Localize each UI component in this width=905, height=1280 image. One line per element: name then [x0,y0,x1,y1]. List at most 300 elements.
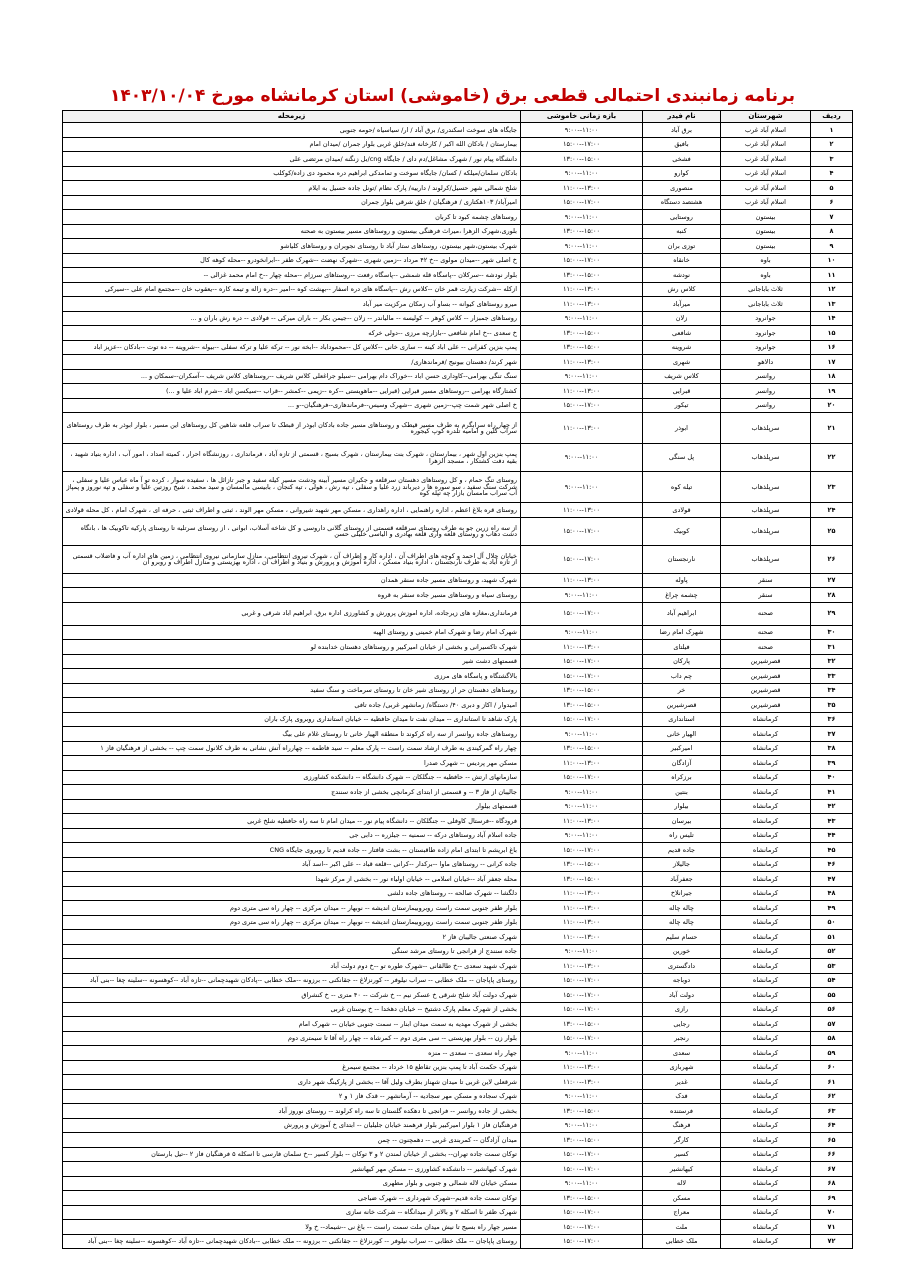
row-feeder: فیلتای [643,640,721,655]
row-feeder: قولادی [643,503,721,518]
table-row [63,340,853,355]
row-feeder: کوبیک [643,517,721,545]
row-time-range: ۱۱:۰۰--۱۳:۰۰ [521,915,643,930]
row-area: شهرک امام رضا و شهرک امام خمینی و روستای الهیه [63,625,521,640]
header-idx: ردیف [811,111,853,123]
table-row [63,195,853,210]
row-city: کرمانشاه [721,1089,811,1104]
table-row [63,930,853,945]
table-row [63,413,853,444]
row-city: کرمانشاه [721,1104,811,1119]
row-area: توکان سمت جاده قدیم--شهرک شهرداری -- شهرک ضیاجی [63,1191,521,1206]
row-index: ۴۱ [811,785,853,800]
row-feeder: الهیار خانی [643,727,721,742]
row-index: ۲۴ [811,503,853,518]
row-feeder: بیرسان [643,814,721,829]
row-time-range: ۱۳:۰۰--۱۵:۰۰ [521,224,643,239]
row-index: ۶ [811,195,853,210]
row-city: باوه [721,253,811,268]
row-area: خ سعدی --خ امام شافعی --بازارچه مرزی --دولی خرکه [63,326,521,341]
row-area: فرمانداری،مغازه های زیرجاده، اداره اموزش پرورش و کشاورزی اداره برق، ابراهیم اباد شرقی و غربی [63,602,521,625]
row-time-range: ۱۵:۰۰--۱۷:۰۰ [521,988,643,1003]
row-city: کرمانشاه [721,1046,811,1061]
row-time-range: ۱۵:۰۰--۱۷:۰۰ [521,1205,643,1220]
row-city: جوانرود [721,326,811,341]
row-city: کرمانشاه [721,988,811,1003]
row-feeder: بافیق [643,137,721,152]
row-time-range: ۱۵:۰۰--۱۷:۰۰ [521,253,643,268]
row-index: ۲ [811,137,853,152]
row-index: ۶۳ [811,1104,853,1119]
row-area: بلوری،شهرک الزهرا ،میراث فرهنگی بیستون و روستاهای مسیر بیستون به صحنه [63,224,521,239]
row-city: روانسر [721,369,811,384]
row-feeder: خر [643,683,721,698]
row-feeder: خانقاه [643,253,721,268]
table-row [63,369,853,384]
row-feeder: شافعی [643,326,721,341]
row-city: باوه [721,268,811,283]
table-row [63,444,853,472]
row-feeder: قبرایی [643,384,721,399]
row-feeder: خورین [643,944,721,959]
row-area: دانشگاه پیام نور / شهرک مشاغل/دم دای / جایگاه cng/بل زنگنه /میدان مرتضی علی [63,152,521,167]
row-index: ۲۸ [811,588,853,603]
table-row [63,872,853,887]
row-index: ۵ [811,181,853,196]
row-time-range: ۱۵:۰۰--۱۷:۰۰ [521,712,643,727]
row-feeder: لاله [643,1176,721,1191]
row-city: ثلاث باباجانی [721,282,811,297]
row-city: اسلام آباد غرب [721,152,811,167]
table-row [63,1176,853,1191]
row-time-range: ۱۳:۰۰--۱۵:۰۰ [521,741,643,756]
row-index: ۹ [811,239,853,254]
row-index: ۵۰ [811,915,853,930]
row-time-range: ۱۵:۰۰--۱۷:۰۰ [521,602,643,625]
table-row [63,669,853,684]
table-row [63,1118,853,1133]
row-area: توکان سمت جاده تهران-- بخشی از خیابان لمندن ۲ و ۳ توکان -- بلوار کسیر --خ سلمان فارسی تا اسکله ۵ فرهنگیان فاز ۲ --تیل بارستان [63,1147,521,1162]
row-area: بلوار نودشه --سرکلان --پاسگاه قله شمشی --پاسگاه رفعت --روستاهای سرزام --محله چهار --خ امام محمد غزالی -- [63,268,521,283]
row-feeder: روستایی [643,210,721,225]
row-area: روستاهای دهستان حر از روستای شیر خان تا روستای سرماخت و سنگ سفید [63,683,521,698]
table-row [63,1060,853,1075]
row-time-range: ۹:۰۰--۱۱:۰۰ [521,444,643,472]
table-row [63,799,853,814]
row-time-range: ۱۳:۰۰--۱۵:۰۰ [521,698,643,713]
row-time-range: ۱۵:۰۰--۱۷:۰۰ [521,1220,643,1235]
row-area: فرودگاه --فرستال کاوفلی -- جنگلکان -- دانشگاه پیام نور -- میدان امام تا سه راه حافظیه شلخ غربی [63,814,521,829]
row-area: جاده سنندج از قرانجی تا روستای مرشد سنگی [63,944,521,959]
row-index: ۳۵ [811,698,853,713]
row-feeder: پارکان [643,654,721,669]
table-row [63,137,853,152]
row-city: ثلاث باباجانی [721,297,811,312]
row-city: کرمانشاه [721,886,811,901]
row-index: ۴۳ [811,814,853,829]
row-index: ۳۱ [811,640,853,655]
row-feeder: پاوله [643,573,721,588]
row-area: محله جعفر آباد --خیابان اسلامی -- خیابان اولیاء نور -- بخشی از مرکز شهدا [63,872,521,887]
row-time-range: ۱۱:۰۰--۱۳:۰۰ [521,756,643,771]
table-row [63,384,853,399]
row-index: ۶۲ [811,1089,853,1104]
row-index: ۵۳ [811,959,853,974]
row-time-range: ۱۵:۰۰--۱۷:۰۰ [521,195,643,210]
row-time-range: ۱۵:۰۰--۱۷:۰۰ [521,654,643,669]
row-area: جهار راه سعدی -- سعدی -- منزه [63,1046,521,1061]
row-city: بیستون [721,224,811,239]
row-time-range: ۱۱:۰۰--۱۳:۰۰ [521,297,643,312]
table-row [63,588,853,603]
header-feeder: نام فیدر [643,111,721,123]
row-area: سنگ تنگی بهرامی--کاوداری حسن اباد --خوراک دام بهرامی --سیلو جراغعلی کلاس شریف --روستاهای کلاس شریف --آسکران--سمکان و ... [63,369,521,384]
row-index: ۱ [811,123,853,138]
row-feeder: برق آباد [643,123,721,138]
row-time-range: ۱۳:۰۰--۱۵:۰۰ [521,268,643,283]
row-feeder: مسکن [643,1191,721,1206]
row-area: بلوار ظفر جنوبی سمت راست روبروبیمارستان اندیشه -- نوبهار -- میدان مرکزی -- چهار راه سی متری دوم [63,915,521,930]
row-area: سازمانهای ارتش -- حافظیه -- جنگلکان -- شهرک دانشگاه -- دانشکده کشاورزی [63,770,521,785]
row-city: کرمانشاه [721,1075,811,1090]
row-feeder: استانداری [643,712,721,727]
row-area: امیدوار / اکاز و دبری ۴۰/ دستگاه/ زمانشهر غربی/ جاده تافی [63,698,521,713]
row-city: کرمانشاه [721,727,811,742]
row-feeder: ملت [643,1220,721,1235]
row-feeder: دادگستری [643,959,721,974]
table-row [63,517,853,545]
row-feeder: کیهانشیر [643,1162,721,1177]
row-city: کرمانشاه [721,944,811,959]
row-feeder: دولت آباد [643,988,721,1003]
row-time-range: ۹:۰۰--۱۱:۰۰ [521,210,643,225]
row-city: کرمانشاه [721,1234,811,1249]
row-time-range: ۱۵:۰۰--۱۷:۰۰ [521,1002,643,1017]
row-index: ۳۳ [811,669,853,684]
row-city: کرمانشاه [721,1133,811,1148]
row-city: کرمانشاه [721,799,811,814]
row-city: کرمانشاه [721,1118,811,1133]
row-area: مسیر جهار راه بسیج تا نیش میدان ملت سمت راست -- باغ نی --شیماد-- خ ولا [63,1220,521,1235]
table-row [63,573,853,588]
row-feeder: کنبه [643,224,721,239]
table-row [63,166,853,181]
row-city: قصرشیرین [721,698,811,713]
row-city: دالاهو [721,355,811,370]
row-index: ۵۲ [811,944,853,959]
row-area: پمپ بنزین کفرانی -- علی اباد کینه -- ساری خانی --کلاس کل --محموداباد --ابخه نور -- ترکه علیا و ترکه سفلی --بیوله --شروینه -- ده توت --بادکان --عزیز اباد [63,340,521,355]
table-row [63,311,853,326]
table-row [63,698,853,713]
row-time-range: ۱۱:۰۰--۱۳:۰۰ [521,181,643,196]
row-area: جایگاه های سوخت اسکندری/ برق آباد / ار/ سیاسیاه /حومه جنوبی [63,123,521,138]
row-feeder: تلیس راه [643,828,721,843]
table-row [63,326,853,341]
row-index: ۵۱ [811,930,853,945]
row-time-range: ۹:۰۰--۱۱:۰۰ [521,123,643,138]
row-area: ازکله --شرکت زیارت قمر خان --کلاس رش --پاسگاه های دره اسفار --بهشت کوه --امیر --دره زاله و تیمه کاره --یعقوب خان --مجتمع امام علی --سیرکی [63,282,521,297]
header-area: زیرمحله [63,111,521,123]
table-row [63,712,853,727]
table-row [63,602,853,625]
row-city: سرپلذهاب [721,472,811,503]
row-time-range: ۹:۰۰--۱۱:۰۰ [521,828,643,843]
table-row [63,1089,853,1104]
row-index: ۴۲ [811,799,853,814]
row-time-range: ۹:۰۰--۱۱:۰۰ [521,625,643,640]
row-feeder: معراج [643,1205,721,1220]
row-time-range: ۱۵:۰۰--۱۷:۰۰ [521,1147,643,1162]
row-feeder: رازی [643,1002,721,1017]
table-row [63,1220,853,1235]
row-index: ۲۶ [811,545,853,573]
row-index: ۶۱ [811,1075,853,1090]
row-city: اسلام آباد غرب [721,195,811,210]
row-time-range: ۱۵:۰۰--۱۷:۰۰ [521,398,643,413]
row-area: پمپ بنزین اول شهر ، بیمارستان ، شهرک بنت بیمارستان ، شهرک بسیج ، قسمتی از تازه آباد ، فرمانداری ، روزنشگاه احرار ، کمیته امداد ، امور آب ، اداره بنیاد شهید ، بقیه دفت کشتکار ، مسجد الزهرا [63,444,521,472]
row-area: شلخ شمالی شهر حسیل/کرلوند / دارییه/ پارک نظام /تونل جاده حسیل به ایلام [63,181,521,196]
row-feeder: چم داب [643,669,721,684]
row-index: ۴۹ [811,901,853,916]
table-row [63,1133,853,1148]
row-time-range: ۱۳:۰۰--۱۵:۰۰ [521,1133,643,1148]
row-index: ۲۰ [811,398,853,413]
row-area: شهرک تاکسیرانی و بخشی از خیابان امیرکبیر و روستاهای دهستان خدابنده لو [63,640,521,655]
row-area: شرقعلی لاین غربی تا میدان شهناز بطرف ولیل آقا -- بخشی از پارکینگ شهر داری [63,1075,521,1090]
row-time-range: ۹:۰۰--۱۱:۰۰ [521,1118,643,1133]
row-feeder: کلاس رش [643,282,721,297]
row-city: سنقر [721,588,811,603]
row-time-range: ۱۱:۰۰--۱۳:۰۰ [521,930,643,945]
row-area: بیمارستان / بادکان الله اکبر / کارخانه قند/خلق غربی بلوار جمران /میدان امام [63,137,521,152]
row-feeder: تیله کوه [643,472,721,503]
row-time-range: ۹:۰۰--۱۱:۰۰ [521,1089,643,1104]
row-feeder: تیکور [643,398,721,413]
row-feeder: ملک خطابی [643,1234,721,1249]
row-time-range: ۹:۰۰--۱۱:۰۰ [521,311,643,326]
row-area: بادکان سلمان/میلکه / کسان/ جایگاه سوخت و تمامدکی ابراهیم دره محمود دی زاده/کوکلب [63,166,521,181]
row-index: ۴۸ [811,886,853,901]
row-feeder: جعفرآباد [643,872,721,887]
row-time-range: ۱۳:۰۰--۱۵:۰۰ [521,1104,643,1119]
row-area: از سه راه زرین جو به طرف روستای سرقلعه قسمتی از روستای گلانی داروسی و کل شاخه آسلاب، ابوانی ، از روستای سرتلیه تا روستای پارکیه تاکوبیک ها ، بانگاه دشت دهاب و روستای قلعه واری قلعه بهادری و الیاسی خلیلی حسن [63,517,521,545]
row-time-range: ۱۵:۰۰--۱۷:۰۰ [521,1031,643,1046]
table-row [63,843,853,858]
table-row [63,282,853,297]
row-area: جاده اسلام آباد روستاهای درکه -- سمنیه -- جیلزره -- دابی جی [63,828,521,843]
row-area: خ اصلی شهر شمت چپ--زمین شهری --شهرک وسیس--فرماندهاری--فرهنگیان--و ... [63,398,521,413]
row-time-range: ۱۱:۰۰--۱۳:۰۰ [521,814,643,829]
table-row [63,253,853,268]
row-index: ۳۰ [811,625,853,640]
table-body [63,123,853,1249]
row-city: کرمانشاه [721,814,811,829]
row-time-range: ۹:۰۰--۱۱:۰۰ [521,1046,643,1061]
row-index: ۱۴ [811,311,853,326]
table-row [63,857,853,872]
row-city: کرمانشاه [721,1220,811,1235]
row-index: ۷ [811,210,853,225]
row-feeder: پل سنگی [643,444,721,472]
row-city: صحنه [721,625,811,640]
row-area: شهرک بیستون،شهر بیستون، روستاهای ستار آباد تا روستای نجوبران و روستاهای کلیاشو [63,239,521,254]
row-time-range: ۱۳:۰۰--۱۵:۰۰ [521,152,643,167]
row-time-range: ۱۵:۰۰--۱۷:۰۰ [521,517,643,545]
row-index: ۷۰ [811,1205,853,1220]
row-feeder: فرستنده [643,1104,721,1119]
row-city: کرمانشاه [721,770,811,785]
row-time-range: ۱۱:۰۰--۱۳:۰۰ [521,503,643,518]
row-feeder: برزکراه [643,770,721,785]
row-time-range: ۱۵:۰۰--۱۷:۰۰ [521,973,643,988]
row-city: بیستون [721,210,811,225]
row-time-range: ۹:۰۰--۱۱:۰۰ [521,727,643,742]
row-feeder: چشمه چراغ [643,588,721,603]
row-city: کرمانشاه [721,785,811,800]
row-city: کرمانشاه [721,1176,811,1191]
row-time-range: ۱۱:۰۰--۱۳:۰۰ [521,640,643,655]
row-feeder: منصوری [643,181,721,196]
table-row [63,640,853,655]
row-feeder: جیرانلاخ [643,886,721,901]
row-city: کرمانشاه [721,857,811,872]
row-area: روستای سیاه و روستاهای مسیر جاده سنقر به قروه [63,588,521,603]
table-row [63,1031,853,1046]
row-area: روستای پاپاجان -- ملک خطابی -- سراب نیلوفر -- کورنزلاغ -- جقانکنی -- برزونه --ملک خطابی --پادکان شهیدچمانی --تازه آباد --کوهسونه --سلینه چغا --بنی آباد [63,973,521,988]
row-city: روانسر [721,384,811,399]
row-index: ۱۰ [811,253,853,268]
table-row [63,545,853,573]
table-row [63,1046,853,1061]
row-time-range: ۱۳:۰۰--۱۵:۰۰ [521,326,643,341]
row-city: صحنه [721,640,811,655]
row-city: قصرشیرین [721,654,811,669]
row-index: ۱۶ [811,340,853,355]
row-feeder: نودشه [643,268,721,283]
table-row [63,123,853,138]
row-city: کرمانشاه [721,1031,811,1046]
row-city: قصرشیرین [721,669,811,684]
row-time-range: ۱۱:۰۰--۱۳:۰۰ [521,1060,643,1075]
row-city: کرمانشاه [721,1002,811,1017]
row-index: ۱۲ [811,282,853,297]
row-time-range: ۱۱:۰۰--۱۳:۰۰ [521,886,643,901]
row-city: کرمانشاه [721,843,811,858]
row-city: کرمانشاه [721,930,811,945]
row-feeder: رنجبر [643,1031,721,1046]
table-row [63,654,853,669]
table-header-row [63,111,853,123]
row-index: ۲۵ [811,517,853,545]
row-index: ۶۸ [811,1176,853,1191]
row-city: سنقر [721,573,811,588]
row-index: ۴۷ [811,872,853,887]
row-feeder: ابوذر [643,413,721,444]
row-time-range: ۹:۰۰--۱۱:۰۰ [521,785,643,800]
row-index: ۵۸ [811,1031,853,1046]
row-feeder: دوباجه [643,973,721,988]
row-index: ۲۹ [811,602,853,625]
row-index: ۶۶ [811,1147,853,1162]
table-row [63,683,853,698]
table-row [63,239,853,254]
table-row [63,944,853,959]
row-index: ۲۱ [811,413,853,444]
row-city: روانسر [721,398,811,413]
row-area: بالاگشتگاه و پاسگاه های مرزی [63,669,521,684]
row-index: ۴۴ [811,828,853,843]
row-index: ۲۳ [811,472,853,503]
row-city: سرپلذهاب [721,413,811,444]
row-feeder: جالیلاز [643,857,721,872]
table-row [63,901,853,916]
row-city: کرمانشاه [721,901,811,916]
table-row [63,297,853,312]
row-feeder: کلاس شریف [643,369,721,384]
row-city: کرمانشاه [721,973,811,988]
row-area: شهرک ظفر تا اسکله ۲ و بالاتر از میدانگاه -- شرکت خانه سازی [63,1205,521,1220]
row-city: کرمانشاه [721,828,811,843]
row-index: ۱۹ [811,384,853,399]
row-time-range: ۹:۰۰--۱۱:۰۰ [521,588,643,603]
row-feeder: فشخی [643,152,721,167]
row-city: کرمانشاه [721,712,811,727]
row-time-range: ۹:۰۰--۱۱:۰۰ [521,369,643,384]
row-feeder: رجایی [643,1017,721,1032]
row-index: ۱۳ [811,297,853,312]
row-area: روستاهای چشمه کبود تا کربان [63,210,521,225]
row-city: کرمانشاه [721,915,811,930]
row-area: بلوار زن -- بلوار بهزیستی -- سی متری دوم -- کمرشاه -- چهار راه آقا تا سیمتری دوم [63,1031,521,1046]
row-index: ۳ [811,152,853,167]
table-row [63,1002,853,1017]
row-feeder: شهربازی [643,1060,721,1075]
table-row [63,503,853,518]
row-index: ۳۲ [811,654,853,669]
table-row [63,181,853,196]
row-feeder: فدک [643,1089,721,1104]
table-row [63,1075,853,1090]
row-area: از چهار راه سرابگرم به طرف مسیر قیطک و روستاهای مسیر جاده بادکان ابوذر از قبطک تا سراب قلعه شاهین کل روستاهای این مسیر ، بلوار ابوذر به طرف روستاهای سراب گلین و امامیه تلدره کوپ کیجوره [63,413,521,444]
row-index: ۷۲ [811,1234,853,1249]
row-time-range: ۱۳:۰۰--۱۵:۰۰ [521,1191,643,1206]
row-time-range: ۹:۰۰--۱۱:۰۰ [521,239,643,254]
row-area: شهرک سجاده و مسکن مهر سجادیه -- آرمانشهر -- قدک فاز ۱ و ۲ [63,1089,521,1104]
row-area: بخشی از شهرک معلم پارک دشتیخ -- خیابان دهخدا -- خ بوستان غربی [63,1002,521,1017]
table-row [63,1104,853,1119]
row-area: روستاهای جاده روانسر از سه راه کرکوند تا منطقه الهیار خانی تا روستای غلام علی بیگ [63,727,521,742]
row-time-range: ۱۱:۰۰--۱۳:۰۰ [521,384,643,399]
row-feeder: شهرک امام رضا [643,625,721,640]
row-feeder: بیلوار [643,799,721,814]
row-feeder: زلان [643,311,721,326]
row-city: کرمانشاه [721,1017,811,1032]
row-time-range: ۱۵:۰۰--۱۷:۰۰ [521,770,643,785]
table-row [63,1234,853,1249]
row-feeder: فرهنگ [643,1118,721,1133]
row-time-range: ۱۵:۰۰--۱۷:۰۰ [521,843,643,858]
table-row [63,828,853,843]
table-row [63,355,853,370]
row-area: مسکن خیابان لاله شمالی و جنوبی و بلوار مطهری [63,1176,521,1191]
row-feeder: سعدی [643,1046,721,1061]
row-feeder: ابراهیم آباد [643,602,721,625]
row-area: قسمتهای بیلوار [63,799,521,814]
row-area: میرو روستاهای کیوانه -- بساو آب زمکان مرکزیت میر آباد [63,297,521,312]
row-index: ۱۱ [811,268,853,283]
row-time-range: ۱۳:۰۰--۱۵:۰۰ [521,1017,643,1032]
row-city: اسلام آباد غرب [721,166,811,181]
